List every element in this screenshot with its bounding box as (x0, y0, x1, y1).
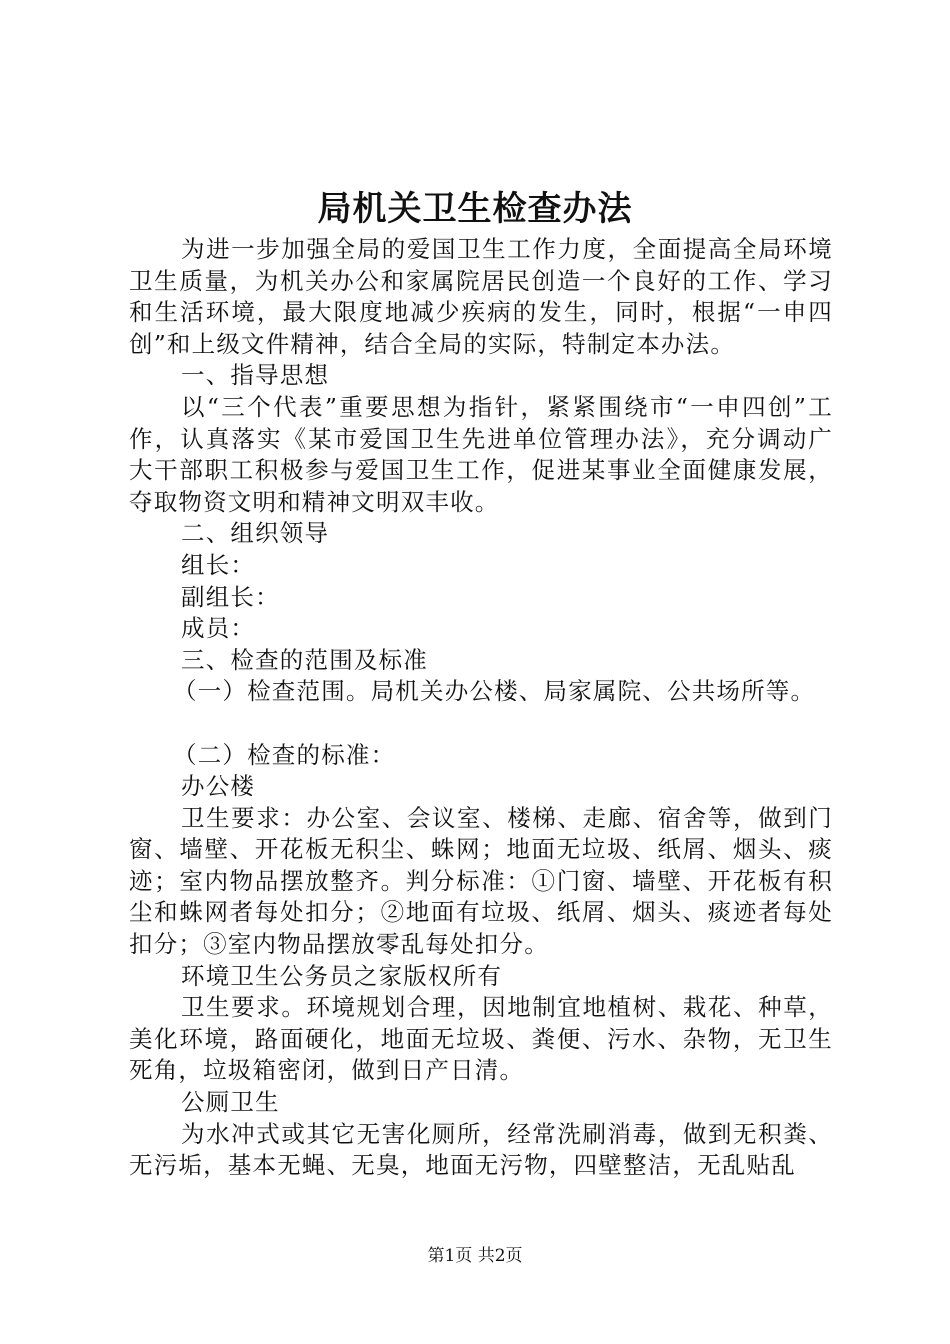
intro-paragraph: 为进一步加强全局的爱国卫生工作力度，全面提高全局环境卫生质量，为机关办公和家属院居民创造一个良好的工作、学习和生活环境，最大限度地减少疾病的发生，同时，根据“一申四创”和上级文件精神，结合全局的实际，特制定本办法。 (129, 235, 833, 358)
page-footer: 第1页 共2页 (427, 1246, 523, 1266)
section-heading-guiding-thought: 一、指导思想 (181, 361, 330, 390)
office-building-heading: 办公楼 (181, 772, 256, 801)
deputy-leader-line: 副组长： (181, 582, 280, 611)
section-heading-scope-standards: 三、检查的范围及标准 (181, 645, 428, 674)
environment-paragraph: 卫生要求。环境规划合理，因地制宜地植树、栽花、种草，美化环境，路面硬化，地面无垃圾、粪便、污水、杂物，无卫生死角，垃圾箱密闭，做到日产日清。 (129, 993, 833, 1085)
toilet-heading: 公厕卫生 (181, 1088, 280, 1117)
section-heading-organization: 二、组织领导 (181, 519, 330, 548)
document-title: 局机关卫生检查办法 (317, 189, 633, 229)
blank-line (129, 708, 833, 740)
environment-heading: 环境卫生公务员之家版权所有 (181, 961, 503, 990)
inspection-scope-line: （一）检查范围。局机关办公楼、局家属院、公共场所等。 (173, 677, 816, 706)
team-leader-line: 组长： (181, 550, 256, 579)
guiding-thought-paragraph: 以“三个代表”重要思想为指针，紧紧围绕市“一申四创”工作，认真落实《某市爱国卫生先进单位管理办法》，充分调动广大干部职工积极参与爱国卫生工作，促进某事业全面健康发展，夺取物资文明和精神文明双丰收。 (129, 392, 833, 516)
inspection-standards-line: （二）检查的标准： (173, 740, 396, 769)
toilet-paragraph: 为水冲式或其它无害化厕所，经常洗刷消毒，做到无积粪、无污垢，基本无蝇、无臭，地面无污物，四壁整洁，无乱贴乱 (129, 1119, 833, 1180)
members-line: 成员： (181, 614, 256, 643)
document-body (129, 234, 833, 1182)
office-building-paragraph: 卫生要求：办公室、会议室、楼梯、走廊、宿舍等，做到门窗、墙壁、开花板无积尘、蛛网；地面无垃圾、纸屑、烟头、痰迹；室内物品摆放整齐。判分标准：①门窗、墙壁、开花板有积尘和蛛网者每处扣分；②地面有垃圾、纸屑、烟头、痰迹者每处扣分；③室内物品摆放零乱每处扣分。 (129, 803, 833, 959)
